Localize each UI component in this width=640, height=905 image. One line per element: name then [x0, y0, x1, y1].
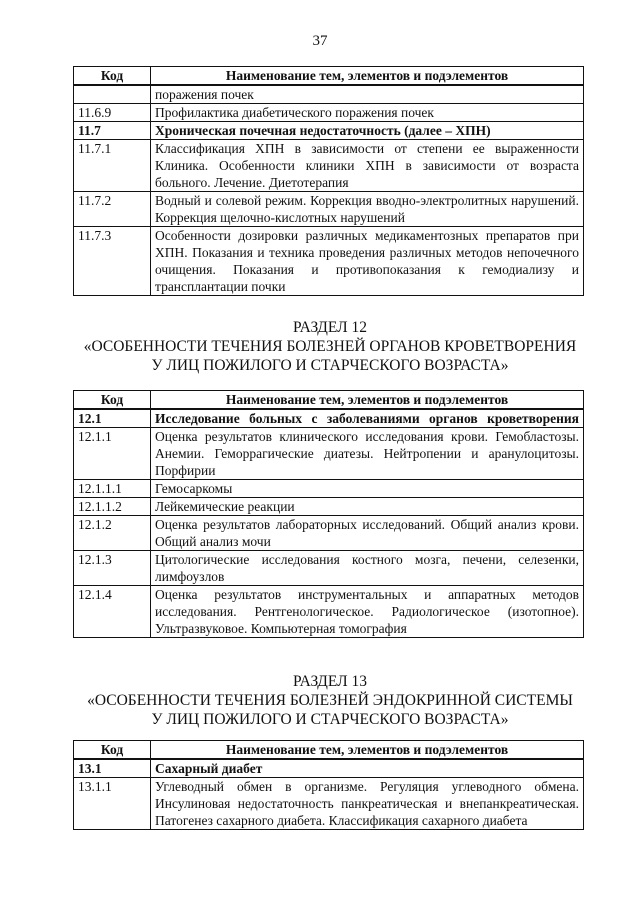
- row-name: Водный и солевой режим. Коррекция вводно-электролитных нарушений. Коррекция щелочно-кислотных нарушений: [151, 192, 584, 227]
- row-code: 12.1.1.2: [74, 498, 151, 516]
- row-name: поражения почек: [151, 85, 584, 104]
- row-name: Классификация ХПН в зависимости от степени ее выраженности Клиника. Особенности клиники ХПН в зависимости от возраста больного. Лечение. Диетотерапия: [151, 140, 584, 192]
- row-code: 11.7: [74, 122, 151, 140]
- table-row: [74, 409, 584, 428]
- row-code: 12.1.3: [74, 551, 151, 586]
- table-header-row: [74, 391, 584, 410]
- row-code: 13.1.1: [74, 778, 151, 830]
- header-code: Код: [74, 741, 151, 760]
- row-name: Оценка результатов инструментальных и аппаратных методов исследования. Рентгенологическое. Радиологическое (изотопное). Ультразвуковое. Компьютерная томография: [151, 586, 584, 638]
- row-name: Углеводный обмен в организме. Регуляция углеводного обмена. Инсулиновая недостаточность панкреатическая и внепанкреатическая. Патогенез сахарного диабета. Классификация сахарного диабета: [151, 778, 584, 830]
- table-row: [74, 480, 584, 498]
- row-code: 11.6.9: [74, 104, 151, 122]
- table-header-row: [74, 741, 584, 760]
- header-code: Код: [74, 67, 151, 86]
- row-code: 12.1.1.1: [74, 480, 151, 498]
- row-name: Профилактика диабетического поражения почек: [151, 104, 584, 122]
- table-row: [74, 778, 584, 830]
- row-code: [74, 85, 151, 104]
- section-subtitle-line2: У ЛИЦ ПОЖИЛОГО И СТАРЧЕСКОГО ВОЗРАСТА»: [151, 357, 509, 374]
- section-subtitle-line2: У ЛИЦ ПОЖИЛОГО И СТАРЧЕСКОГО ВОЗРАСТА»: [151, 711, 509, 728]
- table-row: [74, 586, 584, 638]
- row-name: Сахарный диабет: [151, 759, 584, 778]
- row-code: 11.7.3: [74, 227, 151, 296]
- table-header-row: [74, 67, 584, 86]
- section-12-heading: [60, 318, 600, 375]
- table-row: [74, 104, 584, 122]
- row-code: 11.7.1: [74, 140, 151, 192]
- section-subtitle-line1: «ОСОБЕННОСТИ ТЕЧЕНИЯ БОЛЕЗНЕЙ ОРГАНОВ КРОВЕТВОРЕНИЯ: [83, 338, 577, 355]
- table-section-12: [73, 390, 584, 638]
- row-code: 13.1: [74, 759, 151, 778]
- table-row: [74, 227, 584, 296]
- row-code: 12.1.1: [74, 428, 151, 480]
- section-title: РАЗДЕЛ 12: [293, 319, 367, 336]
- table-section-11: [73, 66, 584, 296]
- row-name: Исследование больных с заболеваниями органов кроветворения: [151, 409, 584, 428]
- table-row: [74, 759, 584, 778]
- row-name: Лейкемические реакции: [151, 498, 584, 516]
- header-code: Код: [74, 391, 151, 410]
- header-name: Наименование тем, элементов и подэлементов: [151, 391, 584, 410]
- page-number: 37: [312, 33, 328, 49]
- table-row: [74, 140, 584, 192]
- row-code: 12.1.4: [74, 586, 151, 638]
- table-row: [74, 85, 584, 104]
- section-13-heading: [60, 672, 600, 729]
- table-row: [74, 428, 584, 480]
- table-row: [74, 122, 584, 140]
- row-name: Гемосаркомы: [151, 480, 584, 498]
- table-row: [74, 551, 584, 586]
- table-row: [74, 192, 584, 227]
- row-code: 12.1: [74, 409, 151, 428]
- section-subtitle-line1: «ОСОБЕННОСТИ ТЕЧЕНИЯ БОЛЕЗНЕЙ ЭНДОКРИННОЙ СИСТЕМЫ: [87, 692, 573, 709]
- row-name: Хроническая почечная недостаточность (далее – ХПН): [151, 122, 584, 140]
- row-name: Оценка результатов лабораторных исследований. Общий анализ крови. Общий анализ мочи: [151, 516, 584, 551]
- table-row: [74, 498, 584, 516]
- table-row: [74, 516, 584, 551]
- header-name: Наименование тем, элементов и подэлементов: [151, 67, 584, 86]
- header-name: Наименование тем, элементов и подэлементов: [151, 741, 584, 760]
- row-name: Оценка результатов клинического исследования крови. Гемобластозы. Анемии. Геморрагические диатезы. Нейтропении и аранулоцитозы. Порфирии: [151, 428, 584, 480]
- row-name: Особенности дозировки различных медикаментозных препаратов при ХПН. Показания и техника проведения различных методов непочечного очищения. Показания и противопоказания к гемодиализу и трансплантации почки: [151, 227, 584, 296]
- row-code: 12.1.2: [74, 516, 151, 551]
- section-title: РАЗДЕЛ 13: [293, 673, 367, 690]
- row-name: Цитологические исследования костного мозга, печени, селезенки, лимфоузлов: [151, 551, 584, 586]
- table-section-13: [73, 740, 584, 830]
- row-code: 11.7.2: [74, 192, 151, 227]
